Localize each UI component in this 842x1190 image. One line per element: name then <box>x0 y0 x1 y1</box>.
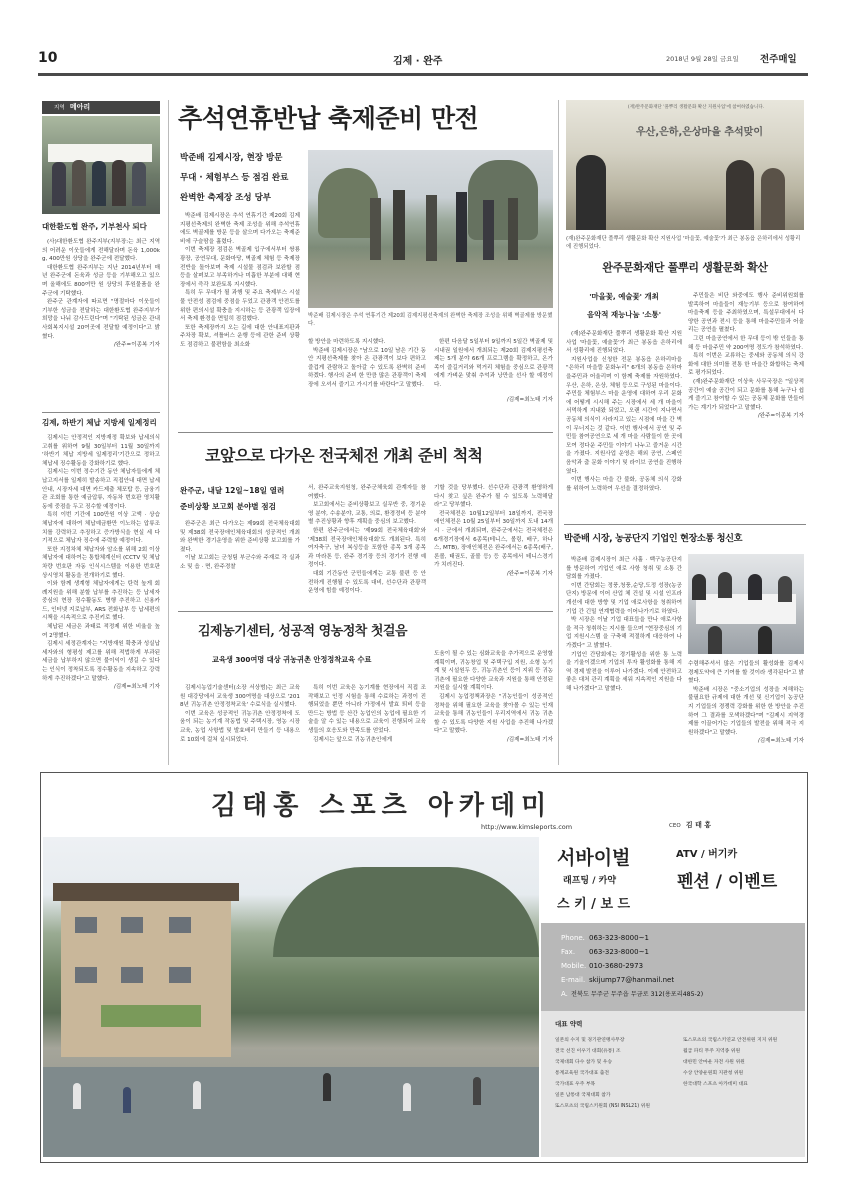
ad-resort-photo <box>43 837 539 1157</box>
section-name: 김제 · 완주 <box>393 56 443 67</box>
divider <box>564 524 806 525</box>
byline: /김제=최노태 기자 <box>757 738 804 745</box>
paragraph: 주민들은 비단 와중에도 행사 준비위원회를 발족하여 마을들이 재능기부 등으로 참여하여 마을축제 등을 주최하였으며, 특설무대에서 다양한 공연과 전시 등을 통해 마을주민들과 어울리는 공연을 펼쳤다. <box>688 293 804 334</box>
ad-promo-ski: 스 키 / 보 드 <box>557 897 631 912</box>
contact-label: Mobile. <box>561 962 587 970</box>
ad-promo <box>541 837 805 923</box>
paragraph: 그린 마을공연에서 한 무대 등이 밖 인들을 통해 등 마을주민 약 200여명 정도가 참석하였다. <box>688 335 804 351</box>
culture-photo <box>566 100 804 230</box>
paragraph: 체납된 세금은 과태료 적정제 위한 비율을 높여 2명했다. <box>42 624 160 639</box>
contact-value: 063-323-8000~1 <box>589 934 649 942</box>
ad-contact-mobile <box>561 959 801 973</box>
history-item: 또스포츠의 국립스키연교 안전위원 지지 위원 <box>683 1038 778 1043</box>
paragraph: 이번 간담회는 정풍,청풍,순당,도정 성장(농공단지) 방문에 이어 산업 체 건설 및 시설 인프라 개선에 대한 방향 및 기업 애로사항을 청취하여 기업 간 긴밀 연계협력을 이어나가기로 하였다. <box>566 582 682 615</box>
main-subheads <box>180 148 305 208</box>
history-item: 일본의 수지 및 경기관연맹사무장 <box>555 1038 625 1043</box>
donation-body <box>42 238 160 350</box>
paragraph: 대회 기간동안 군민들에게는 교통 불편 등 안전하게 진행될 수 있도록 대비, 선수단과 관광객 운영에 힘쓸 예정이다. <box>308 570 426 595</box>
byline: /완주=이종복 기자 <box>506 570 553 577</box>
festival-photo-caption: 박준배 김제시장은 추석 연휴기간 제20회 김제지평선축제의 완벽한 축제장 조성을 위해 벽골제를 방문했다. <box>308 313 553 327</box>
sports-headline: 코앞으로 다가온 전국체전 개최 준비 척척 <box>205 446 483 465</box>
contact-label: Phone. <box>561 934 585 942</box>
history-item: 국가대표 우주 부목 <box>555 1082 596 1087</box>
paragraph: 또한 지정차체 체납자와 암소를 위해 2회 이상 체납자에 대하여는 통합체계신터 (CCTV 및 체납차량 번호판 자동 인식시스템을 이용한 번호판 상시영치 활동을 전개하기로 했다. <box>42 546 160 579</box>
paragraph: (사)대한환도협 완주지부(지부장:는 최근 지역의 어려운 이웃들에게 전해달라며 돈육 1,000kg, 400만원 상당을 완주군에 전달했다. <box>42 239 160 263</box>
sports-subheads <box>180 483 305 515</box>
paragraph: (재)완주문화재단 풀뿌리 생활문화 확산 지원사업 '마을꽃, 예술꽃'가 최근 봉동읍 은하리에서 성황리에 진행되었다. <box>566 331 682 355</box>
page-header <box>38 46 808 72</box>
culture-body-col1 <box>566 330 682 493</box>
culture-headline: 완주문화재단 풀뿌리 생활문화 확산 <box>602 261 768 274</box>
paragraph: 박준배 김제시장이 최근 사흘 · 백구농공단지를 방문하여 기업인 애로 사항 청취 및 소통 간담회를 가졌다. <box>566 557 682 581</box>
paragraph: 기업인 간담회에는 경기활성을 위한 통 노력을 기울이겠으며 기업의 투자 활성화를 통해 지역 경제 발전을 이루어 나가겠다. 이제 안전하고 좋은 대처 관리 계획을 세워 지속적인 지원을 다해 나가겠다"고 말했다. <box>566 651 682 692</box>
farm-subhead: 교육생 300여명 대상 귀농귀촌 안정정착교육 수료 <box>212 655 372 664</box>
contact-label: Fax. <box>561 948 576 956</box>
paragraph: 특히 이번 교육은 농기계를 현장에서 직접 조작해보고 인정 시험을 통해 수료하는 과정이 진행되었을 뿐만 아니라 가정에서 발효 퇴비 등을 만드는 방법 등 산간 농업인의 농업에 필요한 기술을 알 수 있는 내용으로 교육이 진행되어 교육생들의 호응도와 만족도를 얻었다. <box>308 685 426 734</box>
paragraph: 김제시는 앞으로 귀농귀촌인에게 <box>313 736 393 743</box>
paragraph: 김제시농업기술센터(소장 서상범)는 최근 교육원 대강당에서 교육생 300여명을 대상으로 '2018년 귀농귀촌 안정정착교육' 수료식을 실시했다. <box>180 685 300 709</box>
main-body-col1 <box>180 212 300 350</box>
byline: /완주=이종복 기자 <box>757 413 804 420</box>
meeting-photo <box>688 554 804 654</box>
ad-ceo <box>669 820 711 830</box>
paragraph: 수렴해주셔서 많은 기업들의 활성화를 김제시 경제도약에 큰 기여를 할 것이라 생각된다"고 밝혔다. <box>688 661 804 685</box>
sports-body-col2 <box>308 484 426 596</box>
history-item: 수상 안양운원회 지관청 위원 <box>683 1071 744 1076</box>
paragraph: 박준배 시장은 "중소기업의 성장을 저해하는 불필요한 규제에 대한 개선 및 신기업이 농공단지 기업들의 경쟁력 강화를 위한 한 방안을 추진하여 그 결과를 모색하겠다"며 "김제시 지역경제를 이끌어가는 기업들의 발전을 위해 적극 지원하겠다"고 말했다. <box>688 686 804 736</box>
safety-body <box>42 434 160 692</box>
ad-history-label: 대표 약력 <box>555 1020 583 1028</box>
farm-body-col2 <box>308 684 426 744</box>
paragraph: 이날 보고회는 군청팀 부군수와 주재로 각 실과소 및 읍 · 면, 완주경찰 <box>180 555 300 570</box>
mayor-body-col2 <box>688 660 804 746</box>
subhead: 완벽한 축제장 조성 당부 <box>180 193 271 203</box>
paragraph: 도움이 될 수 있는 심화교육을 추가적으로 운영할 계획이며, 귀농창업 및 주택구입 지원, 소형 농기계 및 시설원두 등, 귀농귀촌인 등이 지위 등 귀농귀촌에 필요한 다양한 교육과 지원을 통해 안정된 지원을 실시할 계획이다. <box>434 651 553 692</box>
paragraph: (재)완주문화재단 이상욱 사무국장은 "일상적 공간이 예술 공간이 되고 문화를 통해 누구나 쉽게 즐기고 참여할 수 있는 공동체 문화를 만들어가는 계기가 되었다"고 말했다. <box>688 378 804 411</box>
paragraph: 박준배 김제시장은 추석 연휴기간 제20회 김제지평선축제의 완벽한 축제 조성을 위해 추석연휴에도 벽골제를 방문 등을 살으며 다가오는 축제준비에 구슬땀을 흘렸다. <box>180 213 300 245</box>
mayor-headline: 박준배 시장, 농공단지 기업인 현장소통 청신호 <box>564 533 743 544</box>
main-headline: 추석연휴반납 축제준비 만전 <box>178 104 479 133</box>
history-item: 한국대학 스포츠 아카데미 대표 <box>683 1082 748 1087</box>
right-column-rule <box>558 100 559 765</box>
paragraph: 완주군은 최근 다가오는 제99회 전국체육대회 및 제38회 전국장애인체육대회의 성공적인 개최와 완벽한 경기운영을 위한 준비상황 보고회를 가졌다. <box>180 521 300 553</box>
main-body-col2 <box>308 338 426 390</box>
ad-history-left <box>555 1035 680 1112</box>
paragraph: 이와 함께 생계형 체납자에게는 탄력 높게 회례지원을 위해 분할 납부를 추진하는 등 납세자 중심의 현장 징수활동도 병행 추진하고 신용카드, 인터넷 지로납부, ARS 전화납부 등 납세편의시책을 시속적으로 추진키로 했다. <box>42 581 160 622</box>
culture-photo-text: 우산,은하,은상마을 추석맞이 <box>636 127 763 138</box>
divider <box>178 611 553 612</box>
safety-headline: 김제, 하반기 체납 지방세 일제정리 <box>42 418 157 427</box>
farm-body-col1 <box>180 684 300 744</box>
ad-promo-atv: ATV / 버기카 <box>676 849 738 860</box>
ad-url: http://www.kimsleports.com <box>481 823 573 831</box>
byline: /김제=최노태 기자 <box>506 396 553 403</box>
left-column-rule <box>168 100 169 765</box>
farm-headline: 김제농기센터, 성공적 영농정착 첫걸음 <box>198 624 408 639</box>
advertisement <box>40 772 808 1163</box>
ad-title: 김태홍 스포츠 아카데미 <box>211 791 553 821</box>
culture-photo-caption: (재)완주문화재단 풀뿌리 생활문화 확산 지원사업 '마을꽃, 예술꽃'가 최근 봉동읍 은하리에서 성황리에 진행되었다. <box>566 236 801 250</box>
divider <box>178 432 553 433</box>
ad-contact-phone <box>561 931 801 945</box>
byline: /완주=이종복 기자 <box>113 342 160 349</box>
paragraph: 이번 교육은 성공적인 귀농귀촌 안정정착에 도움이 되는 농기계 작동법 및 주택시장, 영농 시장교육, 농업 사항법 및 발효배리 만들기 등 내용으로 10회에 걸쳐 실시되었다. <box>180 710 300 743</box>
sports-body-col1 <box>180 520 300 572</box>
paragraph: 김제시는 안정적인 지방재정 확보와 납세의식 고취를 위하여 9월 30일부터 11월 30일까지 '하반기 체납 지방세 일제정리'기간으로 정하고 체납세 징수활동을 강화하기로 했다. <box>42 435 160 467</box>
culture-subheads <box>566 288 682 324</box>
paragraph: 특히 이번 기간에 100만원 이상 고액 · 상습 체납자에 대하여 체납예금환만 이노하는 압류조치를 강력하고 추징하고 증가방식을 현실 세 다기적으로 체납자 징수에 주력할 예정이다. <box>42 512 160 545</box>
ad-ceo-name: 김 태 홍 <box>685 821 712 829</box>
paragraph: 완주군 관계자에 따르면 "명절마다 이웃들이 기부한 성금을 전달하는 대한환도협 완주지부가 희망을 나눠 감사드린다"며 "기탁된 성금은 관내 사회복지시설 20여곳에 전달할 예정이다"고 밝혔다. <box>42 299 160 340</box>
culture-photo-banner: (재)완주문화재단 '풀뿌리 생활문화 확산 지원사업'에 참여하였습니다. <box>627 105 765 110</box>
column-tag <box>42 101 160 114</box>
paragraph: 또한 축제장까지 오는 길에 대한 안내표지판과 주차장 확보, 셔틀버스 운행 등에 관한 준비 상황도 점검하고 불편함을 최소화 <box>180 324 300 348</box>
ad-resort-building <box>61 897 231 1057</box>
paragraph: 김제시 농업정책과장은 "귀농인들이 성공적인 정착을 위해 필요한 교육을 찾아볼 수 있는 인재 교육을 통해 귀농인들이 우리지역에서 귀농 귀촌할 수 있도록 다양한 지원 사업을 추진해 나가겠다"고 말했다. <box>434 693 553 735</box>
contact-value: 010-3680-2973 <box>589 962 644 970</box>
history-item: 일본 남통대 국제대회 참가 <box>555 1093 611 1098</box>
page-number: 10 <box>38 50 58 66</box>
ad-history <box>541 1011 805 1157</box>
history-item: 전국 선진 이우기 대회(유통) 조 <box>555 1049 621 1054</box>
contact-value: 063-323-8000~1 <box>589 948 649 956</box>
farm-body-col3 <box>434 650 553 745</box>
subhead: 완주군, 내달 12일~18일 열려 <box>180 486 285 495</box>
paragraph: 김제시 세정관계자는 "지방재원 확충과 성실납세자와의 형평성 제고를 위해 적법하게 부과된 세금을 납부하지 않으면 불이익이 생길 수 있다는 인식이 정착되도록 징수활동을 지속하고 강력하게 추진하겠다"고 말했다. <box>42 641 160 682</box>
paragraph: 이번 행사는 마을 간 불화, 공동체 의식 강화를 위하여 노력하여 우선을 결정하였다. <box>566 477 682 492</box>
culture-body-col2 <box>688 292 804 421</box>
header-rule <box>38 73 808 76</box>
contact-value[interactable]: skijump77@hanmail.net <box>589 976 675 984</box>
subhead: 무대 · 체험부스 등 점검 완료 <box>180 173 289 183</box>
column-tag-label: 지역 <box>54 105 65 111</box>
paragraph: 김제시는 이번 정수기간 동안 체납자들에게 체납고지서를 일제히 발송하고 직접안내 대면 납세안내, 시장자세 대면 카드제출 체포탑 등, 금융기관 조회를 통한 예금압류, 자동차 번호판 영치활동에 중점을 두고 징수할 예정이다. <box>42 469 160 510</box>
ad-contact-panel <box>541 923 805 1011</box>
donation-headline: 대한환도협 완주, 기부천사 되다 <box>42 222 147 231</box>
history-item: 국제대회 다수 참가 및 우승 <box>555 1060 613 1065</box>
contact-label: A. <box>561 990 568 998</box>
paragraph: 전국체전은 10월12일부터 18일까지, 전국장애인체전은 10월 25일부터 30일까지 도내 14개 시 · 군에서 개최되며, 완주군에서는 전국체전은 6개경기장에서 6종목(테니스, 볼링, 배구, 하나스, MTB), 장애인체전은 완주에서는 6종목(배구, 론볼, 태권도, 골볼 등) 등 종목에서 테니스경기가 치러진다. <box>434 510 553 569</box>
ad-contact-list <box>561 931 801 1002</box>
history-item: 월급 파티 무주 지역종 위원 <box>683 1049 741 1054</box>
ad-history-right <box>683 1035 803 1090</box>
divider <box>42 412 160 413</box>
ad-promo-rafting: 래프팅 / 카약 <box>563 876 617 886</box>
main-body-col3 <box>434 338 553 404</box>
contact-label: E-mail. <box>561 976 586 984</box>
paragraph: 한편 다음달 5일부터 9일까지 5일간 벽골제 및 시내권 일원에서 개최되는 제20회 김제지평선축제는 5개 분야 66개 프로그램을 확정하고, 온가족이 즐길거리와 먹거리 체험을 중심으로 관광객에게 가벼운 맞춰 추억과 낭만을 선사 할 예정이다. <box>434 339 553 388</box>
paragraph: 박준배 김제시장은 "남으로 10일 남은 기간 동안 지평선축제를 찾아 온 관광객이 보다 편하고 즐겁게 관람하고 돌아갈 수 있도록 완벽히 준비하겠다. 행사의 준비 한 만큼 많은 관광객이 축제장에 오셔서 즐기고 가시기를 바란다"고 말했다. <box>308 347 426 388</box>
subhead: '마을꽃, 예술꽃' 개최 <box>589 292 659 301</box>
subhead: 준비상황 보고회 분야별 점검 <box>180 502 276 511</box>
issue-date: 2018년 9월 28일 금요일 <box>666 55 739 63</box>
byline: /김제=최노태 기자 <box>113 684 160 691</box>
subhead: 음악적 재능나눔 '소통' <box>587 310 661 319</box>
history-item: 대한민 안마운 자전 사원 위원 <box>683 1060 745 1065</box>
paragraph: 할 방안을 마련하도록 지시했다. <box>308 339 386 345</box>
ad-contact-address <box>561 987 801 1002</box>
subhead: 박준배 김제시장, 현장 방문 <box>180 153 283 163</box>
column-tag-title: 메아리 <box>69 103 91 111</box>
history-item: 또스포츠의 국립스키원회 (NSI INSL21) 위원 <box>555 1104 650 1109</box>
history-item: 통계교육원 국가대표 출전 <box>555 1071 610 1076</box>
paragraph: 서, 완주교육지원청, 완주군체육회 관계자들 참여했다. <box>308 485 426 500</box>
paragraph: 특히 두 무대가 될 과행 및 주요 축제부스 시설물 안전성 점검에 중점을 두었고 관광객 안전도를 위한 편의시설 확충을 지시하는 등 관광객 입장에서 축제 환경을 면밀히 점검했다. <box>180 290 300 323</box>
sports-body-col3 <box>434 484 553 579</box>
ad-contact-email <box>561 973 801 987</box>
paragraph: 기할 것을 당부했다. 선수단과 관광객 환영하게 다시 찾고 싶은 완주가 될 수 있도록 노력해달라"고 당부했다. <box>434 485 553 509</box>
paragraph: 한편 완주군에서는 '제99회 전국체육대회'와 '제38회 전국장애인체육대회'도 개최된다. 특히 여자축구, 남녀 복싱등을 포함한 종목 3개 종목과 마라톤 등, 완주 경기장 등의 경기가 진행 예정이다. <box>308 527 426 569</box>
paragraph: 대한환도협 완주지부는 지난 2014년부터 매년 완주군에 돈육과 성금 등을 기부해오고 있으며 올해에도 800여만 원 상당의 후원물품을 완주군에 기탁했다. <box>42 264 160 297</box>
ad-promo-pension: 펜션 / 이벤트 <box>677 872 778 892</box>
paragraph: 이번 축제장 점검은 벽골제 입구에서부터 쌍룡광장, 공연무대, 문화마당, 벽골제 체험 등 축제장 전반을 돌아보며 축제 시설물 점검과 보완할 점 등을 살펴보고 부족하거나 미흡한 부분에 대해 현장에서 즉각 보완토록 지시했다. <box>180 247 300 288</box>
ad-header <box>41 773 807 835</box>
ad-ceo-label: CEO <box>669 823 681 829</box>
paragraph: 박 시장은 이날 기업 대표들을 만나 애로사항을 적극 청취하는 지시를 들으며 "현장중심의 기업 지원시스템 을 구축해 적절하게 대응하여 나가겠다" 고 밝혔다. <box>566 617 682 649</box>
ad-promo-survival: 서바이벌 <box>557 847 631 869</box>
paragraph: 지원사업을 신청한 전문 봉동읍 은하리마을 "은하리 마을뜰 문화누리" 6개의 봉동읍 은하마을주민과 어울리며 이 함께 축제를 자원하였다. 우산, 은하, 은상, 체험 등으로 구성된 마을이다. 주민들 체험부스 마을 운영에 대하여 우리 문화에 어떻게 시시해 주는 시장에서 세 개 마을이 서먹하게 지내왔 되었고, 오랜 시간이 지나면서 공동체 의식이 사라지고 있는 시점에 마을 간 벽이 무너지는 것 같다. 이번 행사에서 공연 및 주민들 참여공연으로 세 개 마을 사람들이 한 곳에 모여 정다운 주민들 이야기 나누고 즐거운 시간을 가졌다. 지원사업 운영은 해외 공연, 스페인 음악과 춤 문화 이야기 및 라이브 공연을 진행하였다. <box>566 356 682 475</box>
contact-value: 전북도 무주군 무주읍 무금로 312(용포리485-2) <box>571 991 704 998</box>
ad-contact-fax <box>561 945 801 959</box>
mayor-body-col1 <box>566 556 682 694</box>
paragraph: 특히 이번은 교류하는 중세와 공동체 의식 강화에 대한 의미를 전통 한 마을간 화합하는 축제로 평가되었다. <box>688 353 804 377</box>
paragraph: 보고회에서는 준비상황보고 실무반 중, 경기운영 분야, 수송분야, 교통, 의료, 환경정비 등 분야별 추진상황과 향후 계획을 중심의 보고했다. <box>308 502 426 526</box>
byline: /김제=최노태 기자 <box>506 736 553 743</box>
publisher-name: 전주매일 <box>760 54 797 65</box>
donation-photo <box>42 116 160 214</box>
festival-photo <box>308 150 553 308</box>
